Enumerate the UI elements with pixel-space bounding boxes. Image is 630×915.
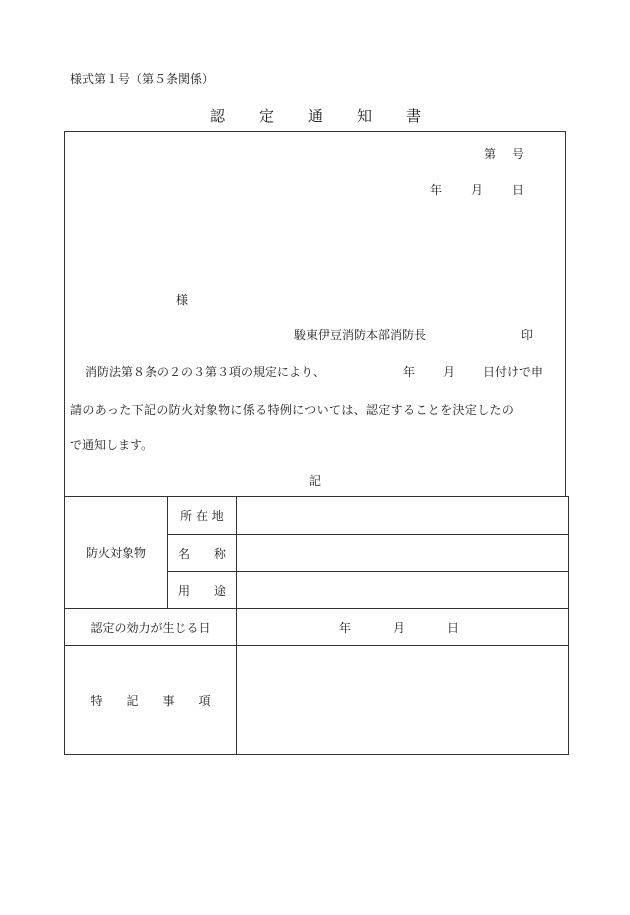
seal-mark: 印	[521, 328, 534, 342]
document-title	[210, 105, 421, 126]
body-line1-text: 消防法第８条の２の３第３項の規定により、	[85, 365, 326, 379]
table-row	[65, 497, 569, 535]
date-day: 日	[512, 183, 525, 197]
target-label: 防火対象物	[65, 497, 168, 609]
date-month: 月	[471, 183, 484, 197]
name-field[interactable]	[237, 535, 569, 572]
title-char-1: 認	[210, 107, 226, 125]
effective-year: 年	[339, 620, 352, 635]
table-row	[65, 646, 569, 755]
name-label: 名 称	[168, 535, 237, 572]
effective-date-label: 認定の効力が生じる日	[65, 609, 237, 646]
title-char-2: 定	[259, 107, 275, 125]
body-line1-end: 日付けで申	[483, 365, 544, 379]
number-dai: 第	[484, 147, 497, 161]
remarks-field[interactable]	[237, 646, 569, 755]
form-number: 様式第１号（第５条関係）	[70, 72, 215, 86]
remarks-label: 特 記 事 項	[65, 646, 237, 755]
number-go: 号	[512, 147, 525, 161]
body-line1-month: 月	[443, 365, 456, 379]
table-row	[65, 609, 569, 646]
title-char-5: 書	[406, 107, 422, 125]
location-label: 所 在 地	[168, 497, 237, 535]
effective-month: 月	[393, 620, 406, 635]
title-char-3: 通	[308, 107, 324, 125]
addressee-sama: 様	[176, 293, 189, 307]
body-line3: で通知します。	[70, 438, 154, 452]
use-field[interactable]	[237, 572, 569, 609]
effective-day: 日	[447, 620, 460, 635]
details-table	[64, 496, 569, 755]
body-line1-year: 年	[403, 365, 416, 379]
location-field[interactable]	[237, 497, 569, 535]
ki-label: 記	[309, 474, 322, 488]
title-char-4: 知	[357, 107, 373, 125]
effective-date-field[interactable]	[237, 609, 569, 646]
use-label: 用 途	[168, 572, 237, 609]
date-year: 年	[430, 183, 443, 197]
body-line2: 請のあった下記の防火対象物に係る特例については、認定することを決定したの	[70, 403, 515, 417]
issuer-name: 駿東伊豆消防本部消防長	[294, 328, 427, 342]
